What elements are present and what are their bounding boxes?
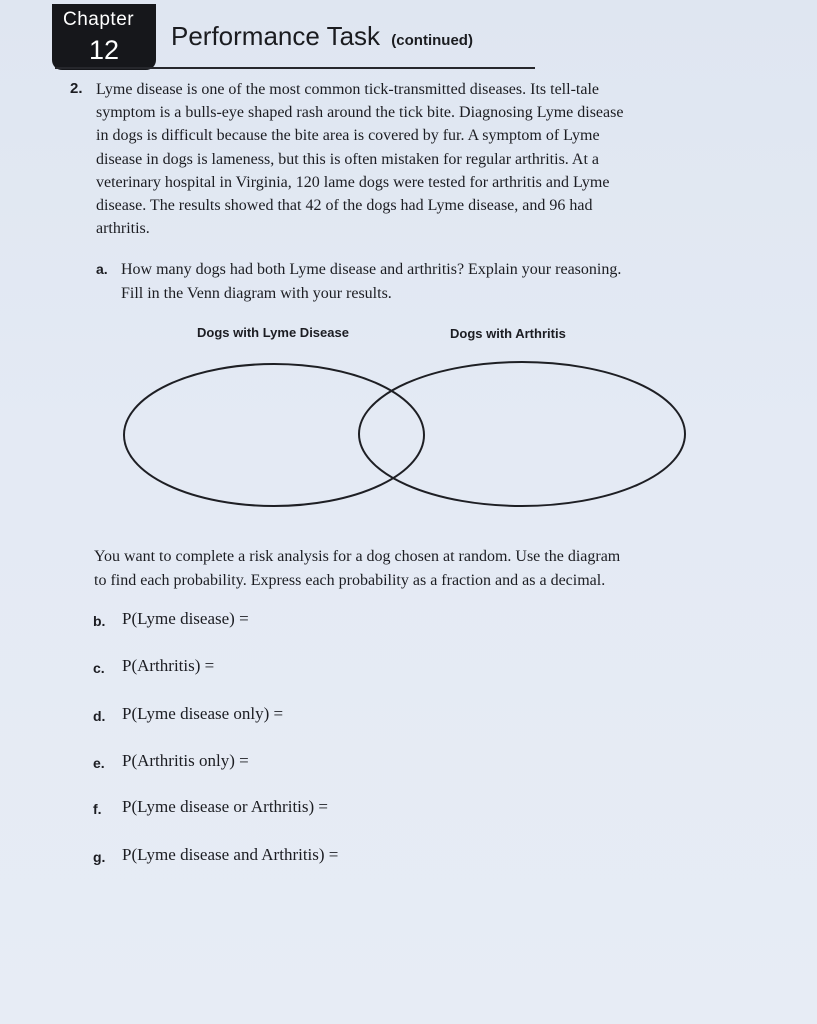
question-expression: P(Arthritis) =: [122, 656, 215, 675]
risk-instructions: [94, 545, 620, 592]
venn-right-label: Dogs with Arthritis: [450, 326, 566, 341]
question-expression: P(Lyme disease) =: [122, 609, 249, 628]
problem-line: symptom is a bulls-eye shaped rash around the tick bite. Diagnosing Lyme disease: [96, 104, 624, 122]
problem-number: 2.: [70, 80, 83, 97]
question-expression: P(Lyme disease and Arthritis) =: [122, 845, 339, 864]
venn-diagram[interactable]: [112, 350, 712, 520]
problem-line: in dogs is difficult because the bite area is covered by fur. A symptom of Lyme: [96, 127, 600, 145]
risk-line: to find each probability. Express each probability as a fraction and as a decimal.: [94, 571, 606, 589]
venn-left-label: Dogs with Lyme Disease: [197, 325, 349, 340]
chapter-badge: [52, 4, 156, 70]
part-a-text: [121, 258, 621, 306]
part-a-line: How many dogs had both Lyme disease and arthritis? Explain your reasoning.: [121, 261, 622, 278]
problem-text: [96, 78, 708, 240]
problem-line: disease in dogs is lameness, but this is often mistaken for regular arthritis. At a: [96, 150, 600, 168]
question-letter: e.: [93, 755, 105, 771]
header-rule: [55, 67, 535, 69]
page-title: [171, 21, 473, 52]
problem-line: Lyme disease is one of the most common tick-transmitted diseases. Its tell-tale: [96, 81, 599, 98]
problem-line: veterinary hospital in Virginia, 120 lame dogs were tested for arthritis and Lyme: [96, 173, 610, 191]
question-expression: P(Lyme disease only) =: [122, 704, 284, 723]
question-letter: c.: [93, 660, 105, 676]
question-letter: d.: [93, 708, 106, 724]
part-a-letter: a.: [96, 261, 108, 277]
part-a-line: Fill in the Venn diagram with your results.: [121, 285, 392, 302]
title-subtitle: (continued): [391, 32, 473, 49]
question-letter: f.: [93, 801, 102, 817]
question-expression: P(Arthritis only) =: [122, 751, 249, 770]
risk-line: You want to complete a risk analysis for a dog chosen at random. Use the diagram: [94, 548, 621, 565]
chapter-word: Chapter: [63, 9, 135, 30]
title-text: Performance Task: [171, 21, 381, 51]
venn-circle-arthritis[interactable]: [359, 362, 685, 506]
question-letter: b.: [93, 613, 106, 629]
question-expression: P(Lyme disease or Arthritis) =: [122, 797, 329, 816]
chapter-number: 12: [88, 35, 120, 65]
question-letter: g.: [93, 849, 106, 865]
problem-line: disease. The results showed that 42 of the dogs had Lyme disease, and 96 had: [96, 197, 593, 215]
problem-line: arthritis.: [96, 220, 150, 238]
venn-circle-lyme[interactable]: [124, 364, 424, 506]
